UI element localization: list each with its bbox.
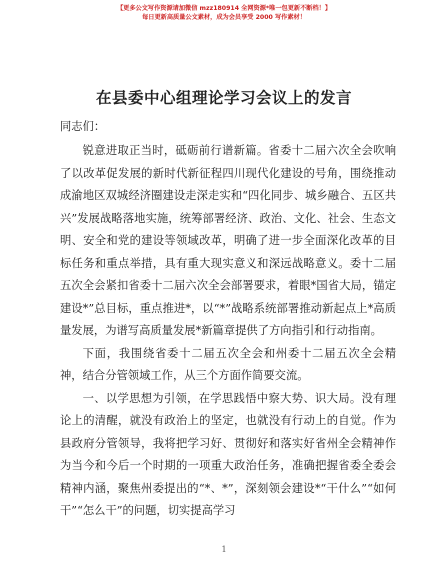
body-paragraph: 下面，我围绕省委十二届五次全会和州委十二届五次全会精神，结合分管领域工作，从三个方面作简要交流。 bbox=[60, 346, 396, 382]
body-paragraph: 锐意进取正当时，砥砺前行谱新篇。省委十二届六次全会吹响了以改革促发展的新时代新征程四川现代化建设的号角，围绕推动成渝地区双城经济圈建设走深走实和“四化同步、城乡融合、五区共兴”发展战略落地实施，统筹部署经济、政治、文化、社会、生态文明、安全和党的建设等领域改革，明确了进一步全面深化改革的目标任务和重点举措，具有重大现实意义和深远战略意义。委十二届五次全会紧扣省委十二届六次全会部署要求，着眼*国省大局，锚定建设*”总目标，重点推进*，以“*”战略系统部署推动新起点上*高质量发展，为谱写高质量发展*新篇章提供了方向指引和行动指南。 bbox=[60, 144, 396, 337]
promo-banner-line-1: 【更多公文写作资源请加微信 mzz180914 全网资源*唯一包更新不断档！】 bbox=[116, 5, 332, 12]
page-number: 1 bbox=[221, 545, 227, 554]
promo-banner bbox=[0, 4, 448, 22]
salutation: 同志们： bbox=[60, 120, 106, 133]
document-title: 在县委中心组理论学习会议上的发言 bbox=[95, 88, 352, 107]
body-paragraph: 一、以学思想为引领，在学思践悟中察大势、识大局。没有理论上的清醒，就没有政治上的坚定，也就没有行动上的自觉。作为县政府分管领导，我将把学习好、贯彻好和落实好省州全会精神作为当今和今后一个时期的一项重大政治任务，准确把握省委全委会精神内涵，聚焦州委提出的“*、*”，深刻领会建设*“干什么”“如何干”“怎么干”的问题，切实提高学习 bbox=[60, 391, 396, 517]
document-body bbox=[60, 140, 396, 523]
promo-banner-line-2: 每日更新高质量公文素材，成为会员享受 2000 写作素材！ bbox=[142, 14, 306, 21]
